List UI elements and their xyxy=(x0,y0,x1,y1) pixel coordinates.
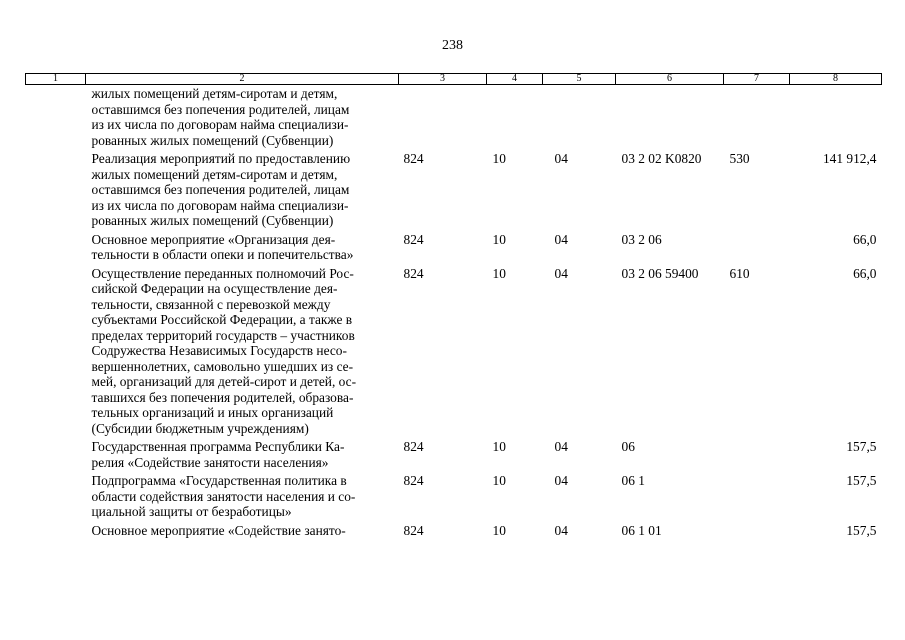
row-name-line: оставшимся без попечения родителей, лицам xyxy=(91,101,350,117)
table-row xyxy=(26,85,882,149)
table-row xyxy=(26,436,882,470)
row-name-line: тельности, связанной с перевозкой между xyxy=(91,296,331,312)
subsection-cell: 04 xyxy=(554,439,568,454)
row-name-line: Реализация мероприятий по предоставлению xyxy=(91,151,351,166)
row-name-cell xyxy=(86,263,399,437)
section-cell: 10 xyxy=(492,265,506,281)
cell-col-1 xyxy=(26,148,86,229)
subsection-cell: 04 xyxy=(554,522,568,538)
budget-table xyxy=(25,73,882,538)
column-header-4: 4 xyxy=(487,74,543,85)
row-name-cell xyxy=(86,148,399,229)
row-name-line: Основное мероприятие «Организация дея- xyxy=(91,231,336,247)
cell-col-1 xyxy=(26,520,86,539)
subsection-cell: 04 xyxy=(554,151,568,166)
row-name-line: оставшимся без попечения родителей, лицам xyxy=(91,182,350,197)
amount-cell: 157,5 xyxy=(846,473,877,488)
row-name-line: тельных организаций и иных организаций xyxy=(91,405,334,420)
row-name-cell xyxy=(86,470,399,520)
table-row xyxy=(26,229,882,263)
row-name-line: рованных жилых помещений (Субвенции) xyxy=(91,213,334,228)
table-row xyxy=(26,470,882,520)
section-cell: 10 xyxy=(492,522,506,538)
row-name-line: циальной защиты от безработицы» xyxy=(91,504,292,519)
cell-col-1 xyxy=(26,229,86,263)
expense-type-cell xyxy=(724,229,790,263)
amount-cell: 66,0 xyxy=(853,231,877,247)
section-cell: 10 xyxy=(492,473,506,488)
expense-type-cell: 610 xyxy=(729,265,750,281)
column-header-8: 8 xyxy=(790,74,882,85)
target-article-cell: 03 2 06 xyxy=(621,231,662,247)
amount-cell: 157,5 xyxy=(846,522,877,538)
target-article-cell: 03 2 06 59400 xyxy=(621,265,699,281)
column-header-3: 3 xyxy=(399,74,487,85)
expense-type-cell: 530 xyxy=(729,151,750,166)
section-cell: 10 xyxy=(492,439,506,454)
table-row xyxy=(26,520,882,539)
row-name-line: жилых помещений детям-сиротам и детям, xyxy=(91,86,338,101)
row-name-line: субъектами Российской Федерации, а также в xyxy=(91,312,353,327)
column-header-1: 1 xyxy=(26,74,86,85)
row-name-line: из их числа по договорам найма специализи- xyxy=(91,117,349,132)
row-name-line: Осуществление переданных полномочий Рос- xyxy=(91,265,354,281)
column-header-row xyxy=(26,74,882,85)
column-header-7: 7 xyxy=(724,74,790,85)
row-name-line: тавшихся без попечения родителей, образова- xyxy=(91,389,354,405)
expense-type-cell xyxy=(724,470,790,520)
expense-type-cell xyxy=(724,520,790,539)
admin-code-cell: 824 xyxy=(403,265,424,281)
table-row xyxy=(26,263,882,437)
admin-code-cell: 824 xyxy=(403,151,424,166)
amount-cell: 157,5 xyxy=(846,439,877,454)
cell-col-1 xyxy=(26,263,86,437)
row-name-line: сийской Федерации на осуществление дея- xyxy=(91,281,338,296)
expense-type-cell xyxy=(724,436,790,470)
section-cell: 10 xyxy=(492,231,506,247)
table-row xyxy=(26,148,882,229)
subsection-cell: 04 xyxy=(554,265,568,281)
section-cell xyxy=(487,85,543,149)
subsection-cell xyxy=(543,85,616,149)
row-name-line: Государственная программа Республики Ка- xyxy=(91,439,345,454)
section-cell: 10 xyxy=(492,151,506,166)
subsection-cell: 04 xyxy=(554,473,568,488)
cell-col-1 xyxy=(26,436,86,470)
row-name-line: вершеннолетних, самовольно ушедших из се- xyxy=(91,358,354,374)
row-name-line: (Субсидии бюджетным учреждениям) xyxy=(91,420,309,436)
row-name-line: из их числа по договорам найма специализи- xyxy=(91,197,349,213)
target-article-cell: 06 1 01 xyxy=(621,522,662,538)
row-name-line: тельности в области опеки и попечительства» xyxy=(91,247,354,262)
row-name-line: релия «Содействие занятости населения» xyxy=(91,454,329,470)
row-name-line: области содействия занятости населения и со- xyxy=(91,488,356,504)
admin-code-cell: 824 xyxy=(403,473,424,488)
admin-code-cell xyxy=(399,85,487,149)
expense-type-cell xyxy=(724,85,790,149)
row-name-cell xyxy=(86,436,399,470)
row-name-line: мей, организаций для детей-сирот и детей, ос- xyxy=(91,374,357,389)
row-name-line: Содружества Независимых Государств несо- xyxy=(91,343,347,358)
table-body xyxy=(26,85,882,539)
admin-code-cell: 824 xyxy=(403,522,424,538)
target-article-cell: 06 xyxy=(621,439,635,454)
cell-col-1 xyxy=(26,470,86,520)
column-header-5: 5 xyxy=(543,74,616,85)
row-name-line: жилых помещений детям-сиротам и детям, xyxy=(91,166,338,182)
row-name-line: рованных жилых помещений (Субвенции) xyxy=(91,132,334,148)
target-article-cell xyxy=(616,85,724,149)
row-name-cell xyxy=(86,520,399,539)
row-name-cell xyxy=(86,85,399,149)
page-number: 238 xyxy=(442,38,463,53)
row-name-line: Подпрограмма «Государственная политика в xyxy=(91,473,347,488)
subsection-cell: 04 xyxy=(554,231,568,247)
admin-code-cell: 824 xyxy=(403,231,424,247)
row-name-line: Основное мероприятие «Содействие занято- xyxy=(91,522,346,538)
row-name-cell xyxy=(86,229,399,263)
target-article-cell: 03 2 02 K0820 xyxy=(621,151,702,166)
column-header-2: 2 xyxy=(86,74,399,85)
cell-col-1 xyxy=(26,85,86,149)
admin-code-cell: 824 xyxy=(403,439,424,454)
target-article-cell: 06 1 xyxy=(621,473,645,488)
amount-cell xyxy=(790,85,882,149)
row-name-line: пределах территорий государств – участников xyxy=(91,327,355,343)
amount-cell: 141 912,4 xyxy=(822,151,877,166)
amount-cell: 66,0 xyxy=(853,265,877,281)
column-header-6: 6 xyxy=(616,74,724,85)
